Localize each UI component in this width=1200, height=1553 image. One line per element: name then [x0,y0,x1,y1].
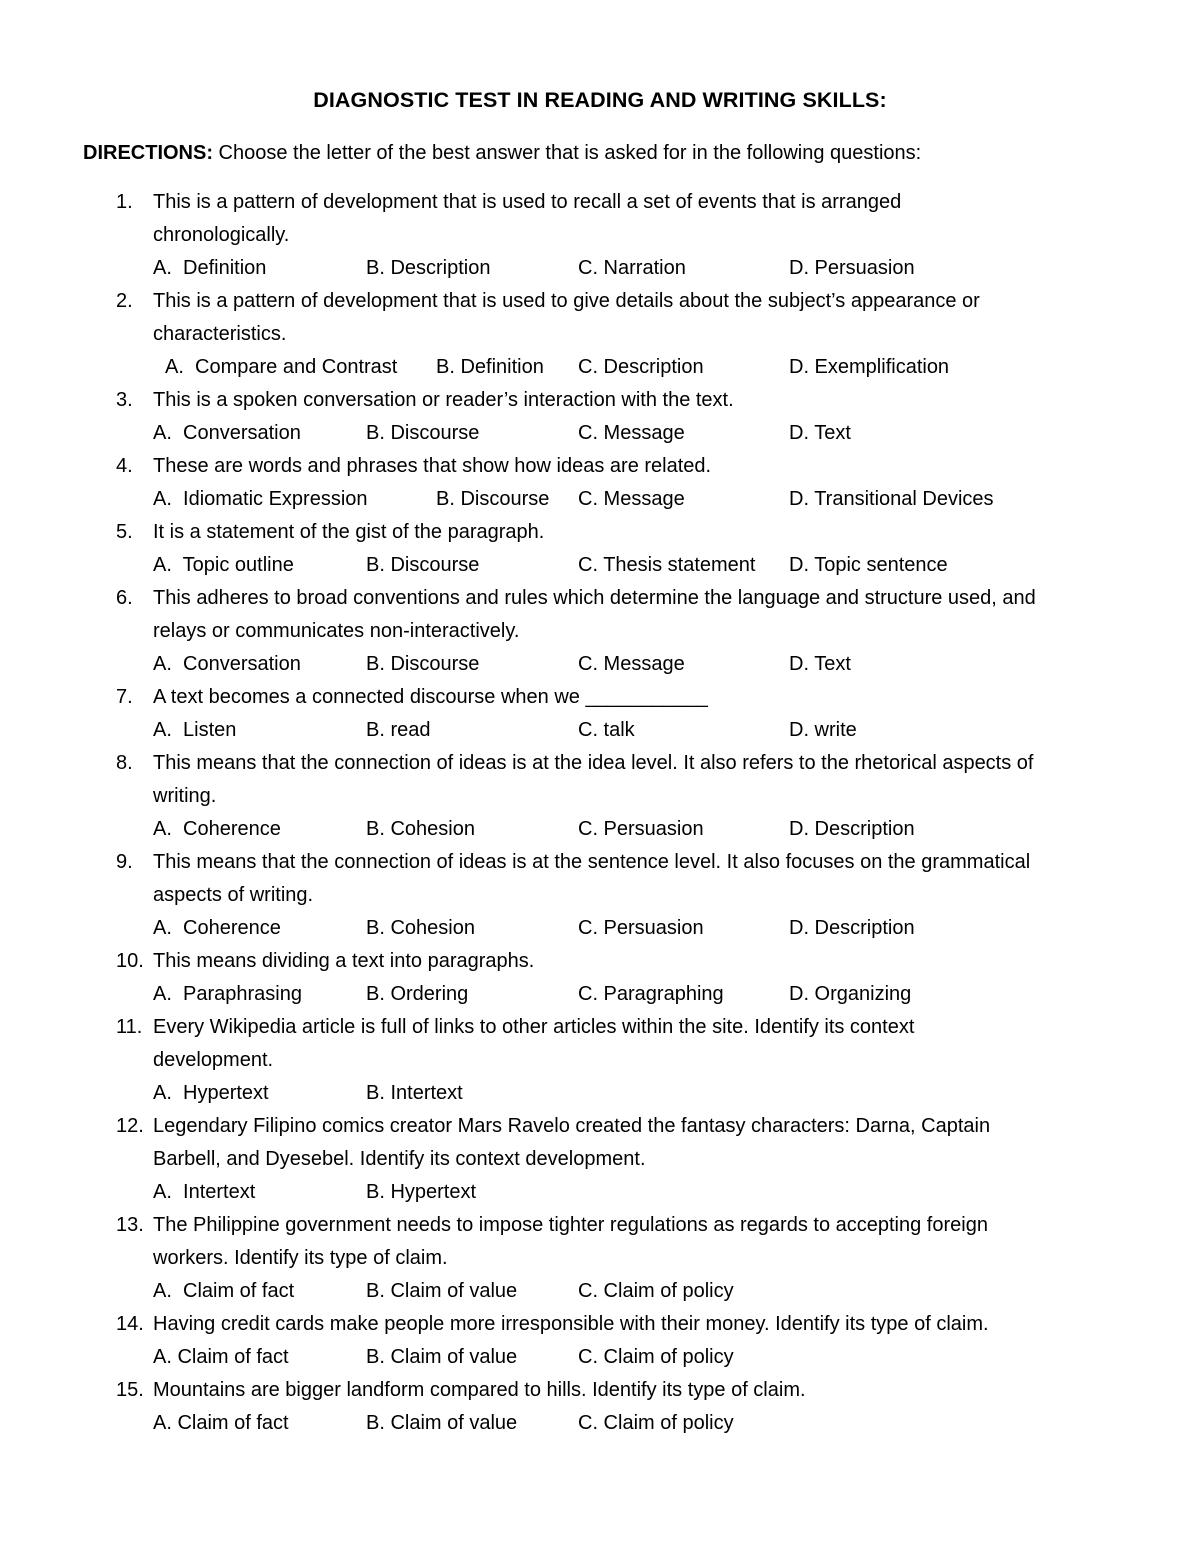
answer-choice[interactable]: C. Narration [578,257,686,279]
question-number: 13. [116,1214,144,1236]
question-item [0,582,1200,681]
question-text: relays or communicates non-interactively. [153,620,520,642]
answer-choice[interactable]: A. Paraphrasing [153,983,302,1005]
answer-choices [0,1341,1200,1374]
question-item [0,1374,1200,1440]
question-text: This is a pattern of development that is used to give details about the subject’s appearance or [153,290,980,312]
question-item [0,1011,1200,1110]
question-line [0,747,1200,780]
answer-choice[interactable]: C. Message [578,422,685,444]
question-text: This adheres to broad conventions and rules which determine the language and structure used, and [153,587,1036,609]
question-line [0,1110,1200,1143]
answer-choice[interactable]: B. Definition [436,356,544,378]
question-text: This means that the connection of ideas is at the idea level. It also refers to the rhetorical aspects of [153,752,1034,774]
answer-choice[interactable]: D. Text [789,653,851,675]
answer-choice[interactable]: D. Description [789,917,915,939]
answer-choice[interactable]: B. Claim of value [366,1412,518,1434]
question-line [0,615,1200,648]
answer-choices [0,1275,1200,1308]
directions-text: Choose the letter of the best answer that is asked for in the following questions: [213,142,922,164]
answer-choices [0,978,1200,1011]
question-line [0,582,1200,615]
answer-choice[interactable]: C. Thesis statement [578,554,756,576]
question-text: writing. [153,785,217,807]
question-line [0,285,1200,318]
question-text: Legendary Filipino comics creator Mars Ravelo created the fantasy characters: Darna, Captain [153,1115,991,1137]
answer-choice[interactable]: C. Description [578,356,704,378]
answer-choice[interactable]: B. Discourse [366,554,480,576]
answer-choice[interactable]: D. Text [789,422,851,444]
question-list [0,186,1200,1440]
answer-choice[interactable]: C. Persuasion [578,917,704,939]
question-number: 4. [116,455,133,477]
question-line [0,681,1200,714]
answer-choice[interactable]: D. Transitional Devices [789,488,994,510]
answer-choice[interactable]: B. Cohesion [366,818,475,840]
answer-choice[interactable]: B. Hypertext [366,1181,477,1203]
question-line [0,1143,1200,1176]
answer-choice[interactable]: B. read [366,719,431,741]
answer-choice[interactable]: A. Topic outline [153,554,294,576]
answer-choice[interactable]: B. Claim of value [366,1346,518,1368]
answer-choices [0,483,1200,516]
question-text: This is a spoken conversation or reader’s interaction with the text. [153,389,734,411]
question-item [0,846,1200,945]
question-line [0,1374,1200,1407]
question-number: 12. [116,1115,144,1137]
question-item [0,747,1200,846]
question-item [0,945,1200,1011]
answer-choices [0,1176,1200,1209]
answer-choice[interactable]: C. Claim of policy [578,1346,734,1368]
question-line [0,1011,1200,1044]
answer-choice[interactable]: B. Discourse [366,422,480,444]
question-text: The Philippine government needs to impose tighter regulations as regards to accepting foreign [153,1214,988,1236]
question-text: This means dividing a text into paragraphs. [153,950,535,972]
question-line [0,384,1200,417]
answer-choice[interactable]: A. Coherence [153,917,281,939]
answer-choices [0,813,1200,846]
question-text: aspects of writing. [153,884,314,906]
question-number: 5. [116,521,133,543]
question-line [0,516,1200,549]
answer-choice[interactable]: A. Conversation [153,653,301,675]
question-text: It is a statement of the gist of the paragraph. [153,521,545,543]
answer-choice[interactable]: C. talk [578,719,635,741]
question-line [0,879,1200,912]
question-number: 10. [116,950,144,972]
answer-choices [0,351,1200,384]
question-item [0,1209,1200,1308]
answer-choice[interactable]: C. Paragraphing [578,983,724,1005]
answer-choice[interactable]: D. Exemplification [789,356,950,378]
question-number: 11. [116,1016,143,1038]
answer-choice[interactable]: C. Claim of policy [578,1412,734,1434]
question-line [0,1209,1200,1242]
question-line [0,846,1200,879]
question-text: Barbell, and Dyesebel. Identify its context development. [153,1148,646,1170]
question-text: chronologically. [153,224,290,246]
question-item [0,1110,1200,1209]
question-item [0,384,1200,450]
question-line [0,219,1200,252]
answer-choice[interactable]: B. Discourse [366,653,480,675]
question-text: These are words and phrases that show how ideas are related. [153,455,712,477]
answer-choice[interactable]: A. Claim of fact [153,1346,289,1368]
answer-choices [0,912,1200,945]
answer-choice[interactable]: C. Persuasion [578,818,704,840]
answer-choices [0,417,1200,450]
answer-choice[interactable]: A. Coherence [153,818,281,840]
directions-label: DIRECTIONS: [83,142,213,164]
question-number: 2. [116,290,133,312]
answer-choice[interactable]: A. Conversation [153,422,301,444]
question-item [0,285,1200,384]
answer-choice[interactable]: B. Discourse [436,488,550,510]
question-line [0,780,1200,813]
answer-choice[interactable]: C. Claim of policy [578,1280,734,1302]
answer-choice[interactable]: A. Intertext [153,1181,256,1203]
answer-choice[interactable]: B. Claim of value [366,1280,518,1302]
directions [83,142,921,165]
question-number: 7. [116,686,133,708]
answer-choices [0,714,1200,747]
question-text: Mountains are bigger landform compared to hills. Identify its type of claim. [153,1379,806,1401]
question-item [0,681,1200,747]
question-text: Every Wikipedia article is full of links to other articles within the site. Identify its context [153,1016,915,1038]
answer-choices [0,648,1200,681]
question-text: This means that the connection of ideas is at the sentence level. It also focuses on the grammatical [153,851,1031,873]
question-item [0,1308,1200,1374]
answer-choice[interactable]: A. Definition [153,257,267,279]
answer-choice[interactable]: D. Organizing [789,983,912,1005]
question-number: 6. [116,587,133,609]
question-item [0,516,1200,582]
answer-choice[interactable]: D. write [789,719,857,741]
question-number: 3. [116,389,133,411]
answer-choice[interactable]: D. Description [789,818,915,840]
question-line [0,450,1200,483]
answer-choice[interactable]: A. Idiomatic Expression [153,488,368,510]
question-number: 14. [116,1313,144,1335]
question-line [0,945,1200,978]
question-line [0,1308,1200,1341]
question-number: 8. [116,752,133,774]
question-item [0,450,1200,516]
answer-choice[interactable]: D. Topic sentence [789,554,948,576]
question-line [0,1044,1200,1077]
question-number: 1. [116,191,133,213]
question-item [0,186,1200,285]
answer-choice[interactable]: B. Ordering [366,983,469,1005]
question-line [0,318,1200,351]
answer-choice[interactable]: A. Hypertext [153,1082,269,1104]
question-text: Having credit cards make people more irresponsible with their money. Identify its type of claim. [153,1313,989,1335]
answer-choice[interactable]: A. Listen [153,719,237,741]
answer-choices [0,252,1200,285]
answer-choices [0,1077,1200,1110]
question-line [0,1242,1200,1275]
question-text: This is a pattern of development that is used to recall a set of events that is arranged [153,191,902,213]
page-title: DIAGNOSTIC TEST IN READING AND WRITING SKILLS: [313,88,887,112]
answer-choice[interactable]: A. Claim of fact [153,1280,295,1302]
answer-choice[interactable]: A. Claim of fact [153,1412,289,1434]
answer-choices [0,1407,1200,1440]
question-number: 15. [116,1379,144,1401]
question-text: A text becomes a connected discourse when we ___________ [153,686,708,708]
answer-choice[interactable]: B. Description [366,257,491,279]
question-text: characteristics. [153,323,287,345]
answer-choice[interactable]: C. Message [578,653,685,675]
question-line [0,186,1200,219]
answer-choice[interactable]: C. Message [578,488,685,510]
question-text: development. [153,1049,274,1071]
answer-choice[interactable]: A. Compare and Contrast [165,356,398,378]
answer-choice[interactable]: B. Intertext [366,1082,463,1104]
answer-choices [0,549,1200,582]
answer-choice[interactable]: D. Persuasion [789,257,915,279]
question-number: 9. [116,851,133,873]
answer-choice[interactable]: B. Cohesion [366,917,475,939]
question-text: workers. Identify its type of claim. [153,1247,448,1269]
